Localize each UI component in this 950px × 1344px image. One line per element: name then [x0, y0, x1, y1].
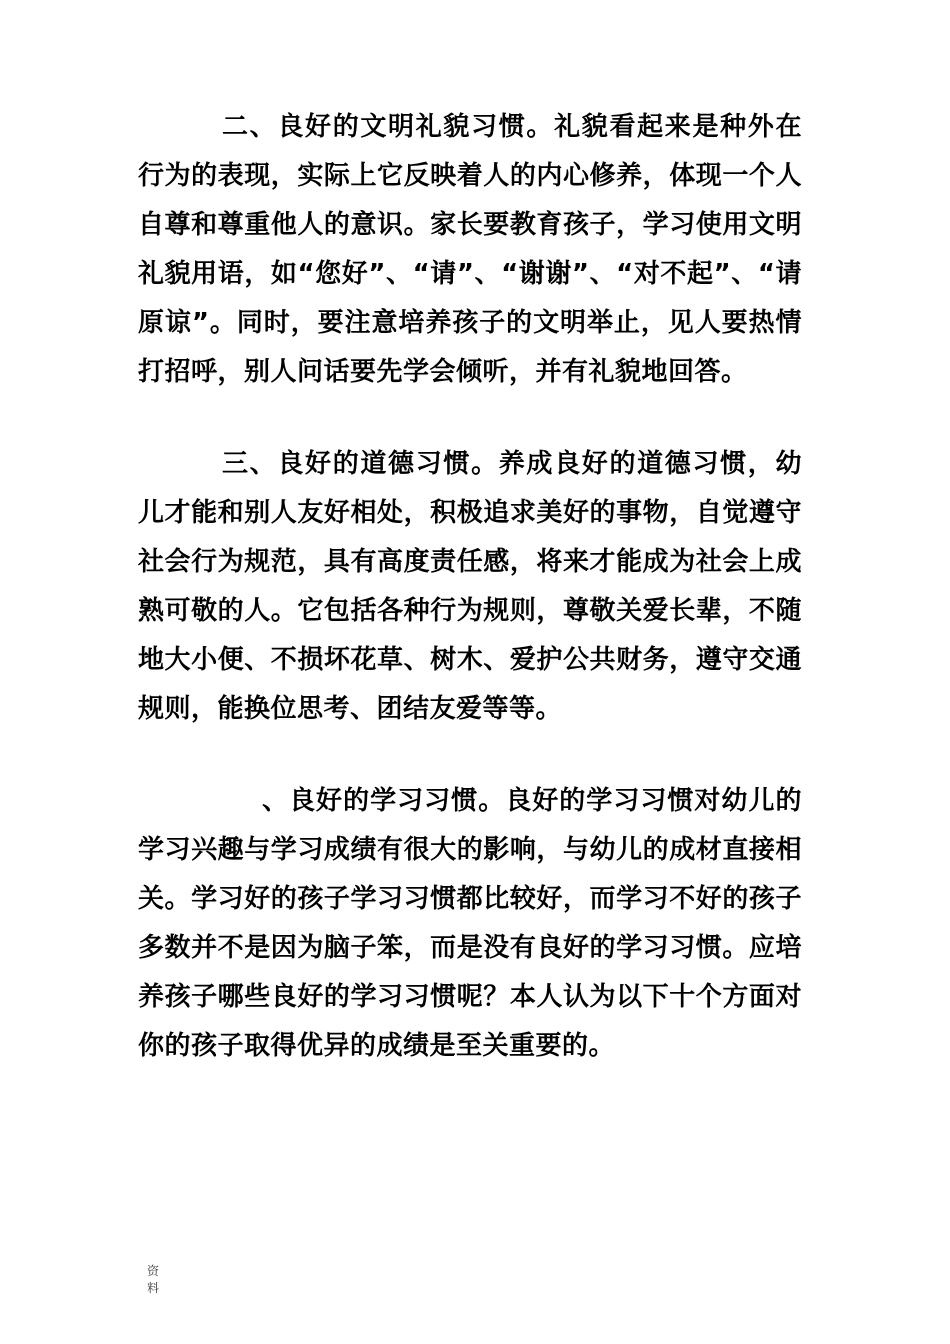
- paragraph-courtesy-habits: 二、良好的文明礼貌习惯。礼貌看起来是种外在行为的表现，实际上它反映着人的内心修养，体现一个人自尊和尊重他人的意识。家长要教育孩子，学习使用文明礼貌用语，如“您好”、“请”、“谢谢”、“对不起”、“请原谅”。同时，要注意培养孩子的文明举止，见人要热情打招呼，别人问话要先学会倾听，并有礼貌地回答。: [138, 112, 802, 387]
- paragraph-study-habits: 、良好的学习习惯。良好的学习习惯对幼儿的学习兴趣与学习成绩有很大的影响，与幼儿的成材直接相关。学习好的孩子学习习惯都比较好，而学习不好的孩子多数并不是因为脑子笨，而是没有良好的学习习惯。应培养孩子哪些良好的学习习惯呢？本人认为以下十个方面对你的孩子取得优异的成绩是至关重要的。: [138, 786, 802, 1061]
- page-footer-label: 资料: [147, 1264, 160, 1295]
- document-body: [138, 103, 802, 1071]
- paragraph-moral-habits: 三、良好的道德习惯。养成良好的道德习惯，幼儿才能和别人友好相处，积极追求美好的事物，自觉遵守社会行为规范，具有高度责任感，将来才能成为社会上成熟可敬的人。它包括各种行为规则，尊敬关爱长辈，不随地大小便、不损坏花草、树木、爱护公共财务，遵守交通规则，能换位思考、团结友爱等等。: [138, 449, 802, 724]
